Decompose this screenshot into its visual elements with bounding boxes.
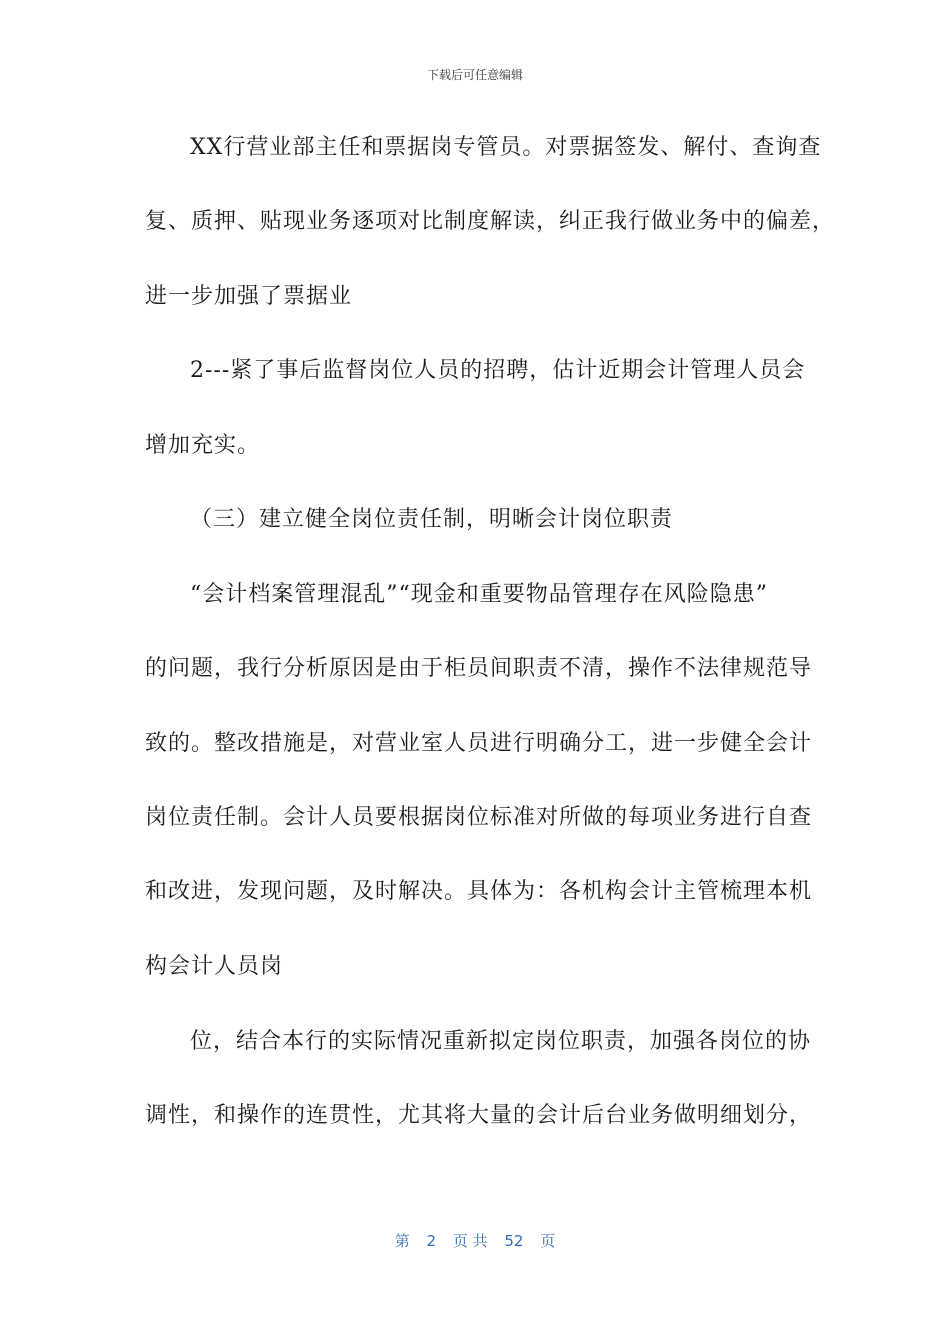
paragraph-line: 调性，和操作的连贯性，尤其将大量的会计后台业务做明细划分，	[145, 1103, 813, 1128]
paragraph-line: 和改进，发现问题，及时解决。具体为：各机构会计主管梳理本机	[145, 879, 813, 904]
footer-middle: 页 共	[452, 1232, 488, 1250]
paragraph-line: 岗位责任制。会计人员要根据岗位标准对所做的每项业务进行自查	[145, 805, 813, 830]
paragraph-line: 进一步加强了票据业	[145, 284, 353, 309]
footer-page-number: 2	[426, 1232, 437, 1250]
paragraph-line: 位，结合本行的实际情况重新拟定岗位职责，加强各岗位的协	[190, 1029, 812, 1054]
paragraph-line: 构会计人员岗	[145, 954, 284, 979]
header-note: 下载后可任意编辑	[426, 68, 523, 82]
paragraph-line: 复、质押、贴现业务逐项对比制度解读，纠正我行做业务中的偏差，	[145, 209, 836, 234]
footer-total-pages: 52	[504, 1232, 524, 1250]
paragraph-line: XX行营业部主任和票据岗专管员。对票据签发、解付、查询查	[190, 135, 822, 160]
footer-suffix: 页	[540, 1232, 556, 1250]
paragraph-line: 致的。整改措施是，对营业室人员进行明确分工，进一步健全会计	[145, 731, 813, 756]
paragraph-line: “会计档案管理混乱”“现金和重要物品管理存在风险隐患”	[190, 582, 768, 607]
paragraph-line: 2---紧了事后监督岗位人员的招聘，估计近期会计管理人员会	[190, 358, 806, 383]
page-footer	[0, 1230, 950, 1251]
paragraph-line: 的问题，我行分析原因是由于柜员间职责不清，操作不法律规范导	[145, 656, 813, 681]
paragraph-line: 增加充实。	[145, 433, 261, 458]
footer-prefix: 第	[394, 1232, 410, 1250]
section-heading: （三）建立健全岗位责任制，明晰会计岗位职责	[190, 507, 674, 532]
